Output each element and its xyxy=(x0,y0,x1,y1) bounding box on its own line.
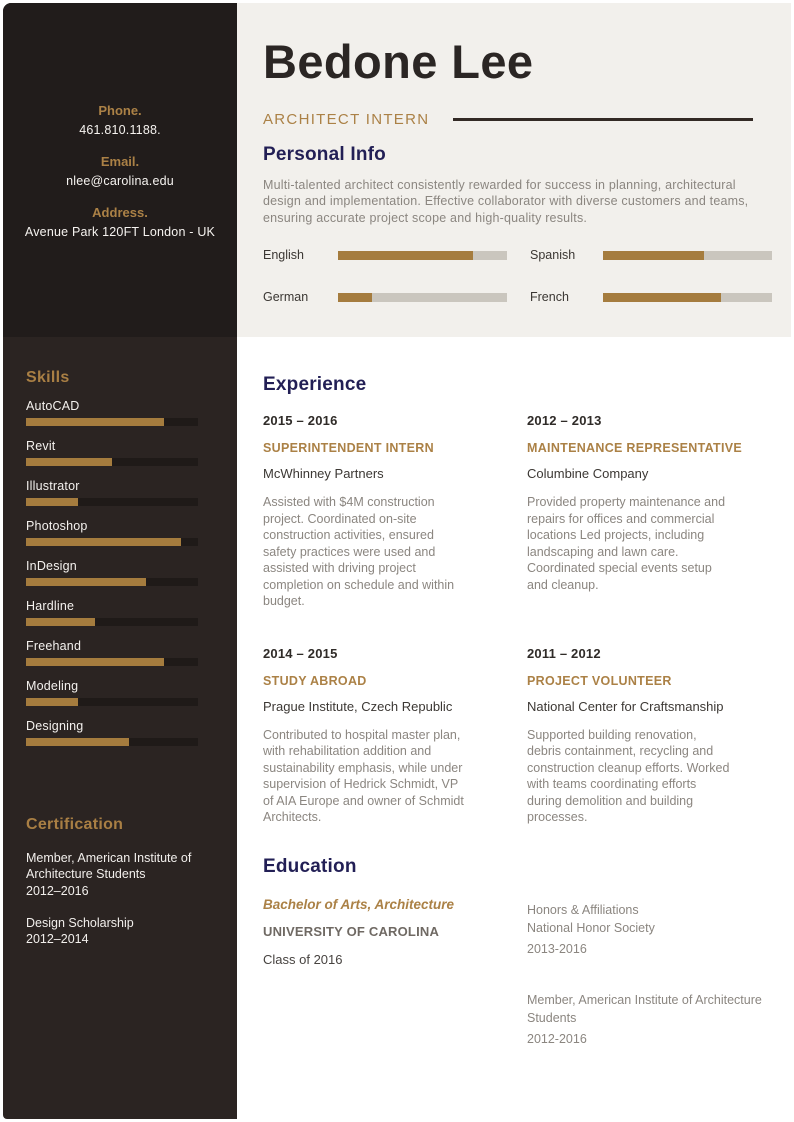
experience-entry xyxy=(263,646,527,826)
experience-company: National Center for Craftsmanship xyxy=(527,698,724,714)
experience-entry xyxy=(263,413,527,610)
experience-description: Assisted with $4M construction project. Coordinated on-site construction activities, ensured safety practices were used and assisted with driving project completion on schedule and within budget. xyxy=(263,495,455,608)
skill-name: Hardline xyxy=(26,599,75,613)
skill-item xyxy=(26,639,198,666)
job-title: ARCHITECT INTERN xyxy=(263,110,430,128)
skill-bar-fill xyxy=(26,538,181,546)
language-bar-fill xyxy=(603,293,721,302)
skill-item xyxy=(26,559,198,586)
experience-entry xyxy=(527,413,791,610)
certification-name: Design Scholarship xyxy=(26,915,134,930)
phone-value: 461.810.1188. xyxy=(79,123,161,137)
skills-list xyxy=(26,399,237,746)
skill-bar-fill xyxy=(26,658,164,666)
experience-company: Prague Institute, Czech Republic xyxy=(263,698,453,714)
language-name: German xyxy=(263,290,309,305)
skill-bar-track xyxy=(26,418,198,426)
honor-years: 2013-2016 xyxy=(527,941,587,956)
skill-name: InDesign xyxy=(26,559,77,573)
language-item xyxy=(263,248,507,262)
skill-bar-fill xyxy=(26,458,112,466)
language-item xyxy=(530,290,773,304)
main-content xyxy=(237,337,791,1048)
experience-company: McWhinney Partners xyxy=(263,466,384,481)
header-band xyxy=(237,3,791,337)
skill-bar-fill xyxy=(26,418,164,426)
skill-bar-fill xyxy=(26,738,129,746)
experience-grid xyxy=(263,413,791,826)
skill-item xyxy=(26,479,198,506)
experience-description: Contributed to hospital master plan, with rehabilitation addition and sustainability emphasis, while under supervision of Hedrick Schmidt, VP of AIA Europe and owner of Schmidt Architects. xyxy=(263,727,464,824)
honor-line: Member, American Institute of Architecture Students xyxy=(527,992,762,1025)
language-bar-track xyxy=(338,251,507,260)
language-bar-track xyxy=(603,251,772,260)
class-line: Class of 2016 xyxy=(263,951,343,967)
honor-line: National Honor Society xyxy=(527,920,655,935)
title-divider-line xyxy=(453,118,753,121)
skill-item xyxy=(26,439,198,466)
skill-item xyxy=(26,679,198,706)
skill-bar-track xyxy=(26,658,198,666)
certification-years: 2012–2016 xyxy=(26,883,89,898)
certification-heading: Certification xyxy=(26,816,124,833)
experience-role: PROJECT VOLUNTEER xyxy=(527,673,672,688)
skill-item xyxy=(26,519,198,546)
education-grid xyxy=(263,897,791,1049)
education-heading: Education xyxy=(263,855,357,877)
honor-years: 2012-2016 xyxy=(527,1032,587,1047)
experience-entry xyxy=(527,646,791,826)
experience-period: 2012 – 2013 xyxy=(527,413,602,428)
language-item xyxy=(530,248,773,262)
honor-line: Honors & Affiliations xyxy=(527,902,639,917)
main-column xyxy=(237,3,791,1119)
skill-name: AutoCAD xyxy=(26,399,80,413)
skill-bar-track xyxy=(26,578,198,586)
language-name: Spanish xyxy=(530,248,576,263)
skill-bar-fill xyxy=(26,618,95,626)
honor-group xyxy=(527,901,771,958)
skill-bar-track xyxy=(26,458,198,466)
job-title-row xyxy=(263,111,791,128)
skill-bar-track xyxy=(26,698,198,706)
skill-name: Designing xyxy=(26,719,84,733)
resume-page xyxy=(3,3,791,1119)
skill-bar-fill xyxy=(26,578,146,586)
sidebar-body xyxy=(3,369,237,947)
school: UNIVERSITY OF CAROLINA xyxy=(263,923,440,939)
language-bar-fill xyxy=(603,251,704,260)
language-name: English xyxy=(263,248,304,263)
personal-info-heading: Personal Info xyxy=(263,143,386,165)
experience-period: 2014 – 2015 xyxy=(263,645,338,661)
skill-name: Freehand xyxy=(26,639,82,653)
language-bar-fill xyxy=(338,251,473,260)
skill-bar-track xyxy=(26,738,198,746)
skill-item xyxy=(26,719,198,746)
skill-bar-fill xyxy=(26,498,78,506)
honor-group xyxy=(527,991,771,1048)
language-bar-track xyxy=(603,293,772,302)
language-bar-track xyxy=(338,293,507,302)
experience-period: 2011 – 2012 xyxy=(527,645,601,661)
language-item xyxy=(263,290,507,304)
experience-heading: Experience xyxy=(263,374,367,395)
experience-description: Provided property maintenance and repairs for offices and commercial locations Led projects, including landscaping and lawn care. Coordinated special events setup and cleanup. xyxy=(527,495,726,592)
email-value: nlee@carolina.edu xyxy=(66,174,174,188)
skill-bar-track xyxy=(26,618,198,626)
skill-name: Modeling xyxy=(26,679,79,693)
language-name: French xyxy=(530,290,569,305)
certification-years: 2012–2014 xyxy=(26,932,89,946)
personal-summary: Multi-talented architect consistently rewarded for success in planning, architectural design and implementation. Effective collaborator with diverse customers and teams, ensuring accurate project scope and high-quality results. xyxy=(263,177,749,225)
certification-name: Member, American Institute of Architecture Students xyxy=(26,851,192,882)
skill-bar-track xyxy=(26,538,198,546)
phone-label: Phone. xyxy=(98,103,142,118)
skill-bar-fill xyxy=(26,698,78,706)
languages-grid xyxy=(263,248,791,304)
skill-item xyxy=(26,399,198,426)
certification-item xyxy=(26,850,212,899)
experience-role: SUPERINTENDENT INTERN xyxy=(263,441,434,455)
experience-role: STUDY ABROAD xyxy=(263,673,367,688)
experience-period: 2015 – 2016 xyxy=(263,413,338,428)
certification-item xyxy=(26,915,212,948)
honor-lines xyxy=(527,901,771,937)
experience-company: Columbine Company xyxy=(527,466,649,481)
experience-description: Supported building renovation, debris containment, recycling and construction cleanup efforts. Worked with teams coordinating efforts during demolition and building processes. xyxy=(527,727,730,824)
skill-name: Photoshop xyxy=(26,519,88,533)
skill-bar-track xyxy=(26,498,198,506)
email-label: Email. xyxy=(100,154,140,169)
person-name: Bedone Lee xyxy=(263,35,534,88)
skill-item xyxy=(26,599,198,626)
skill-name: Revit xyxy=(26,439,56,453)
experience-role: MAINTENANCE REPRESENTATIVE xyxy=(527,441,742,455)
contact-section xyxy=(3,3,237,337)
address-label: Address. xyxy=(92,205,148,220)
education-main xyxy=(263,897,527,1049)
language-bar-fill xyxy=(338,293,372,302)
address-value: Avenue Park 120FT London - UK xyxy=(24,225,216,239)
certification-list xyxy=(26,850,237,947)
honor-lines xyxy=(527,991,771,1027)
skill-name: Illustrator xyxy=(26,479,80,493)
sidebar xyxy=(3,3,237,1119)
skills-heading: Skills xyxy=(26,369,70,386)
degree: Bachelor of Arts, Architecture xyxy=(263,896,455,912)
honors-column xyxy=(527,897,791,1049)
